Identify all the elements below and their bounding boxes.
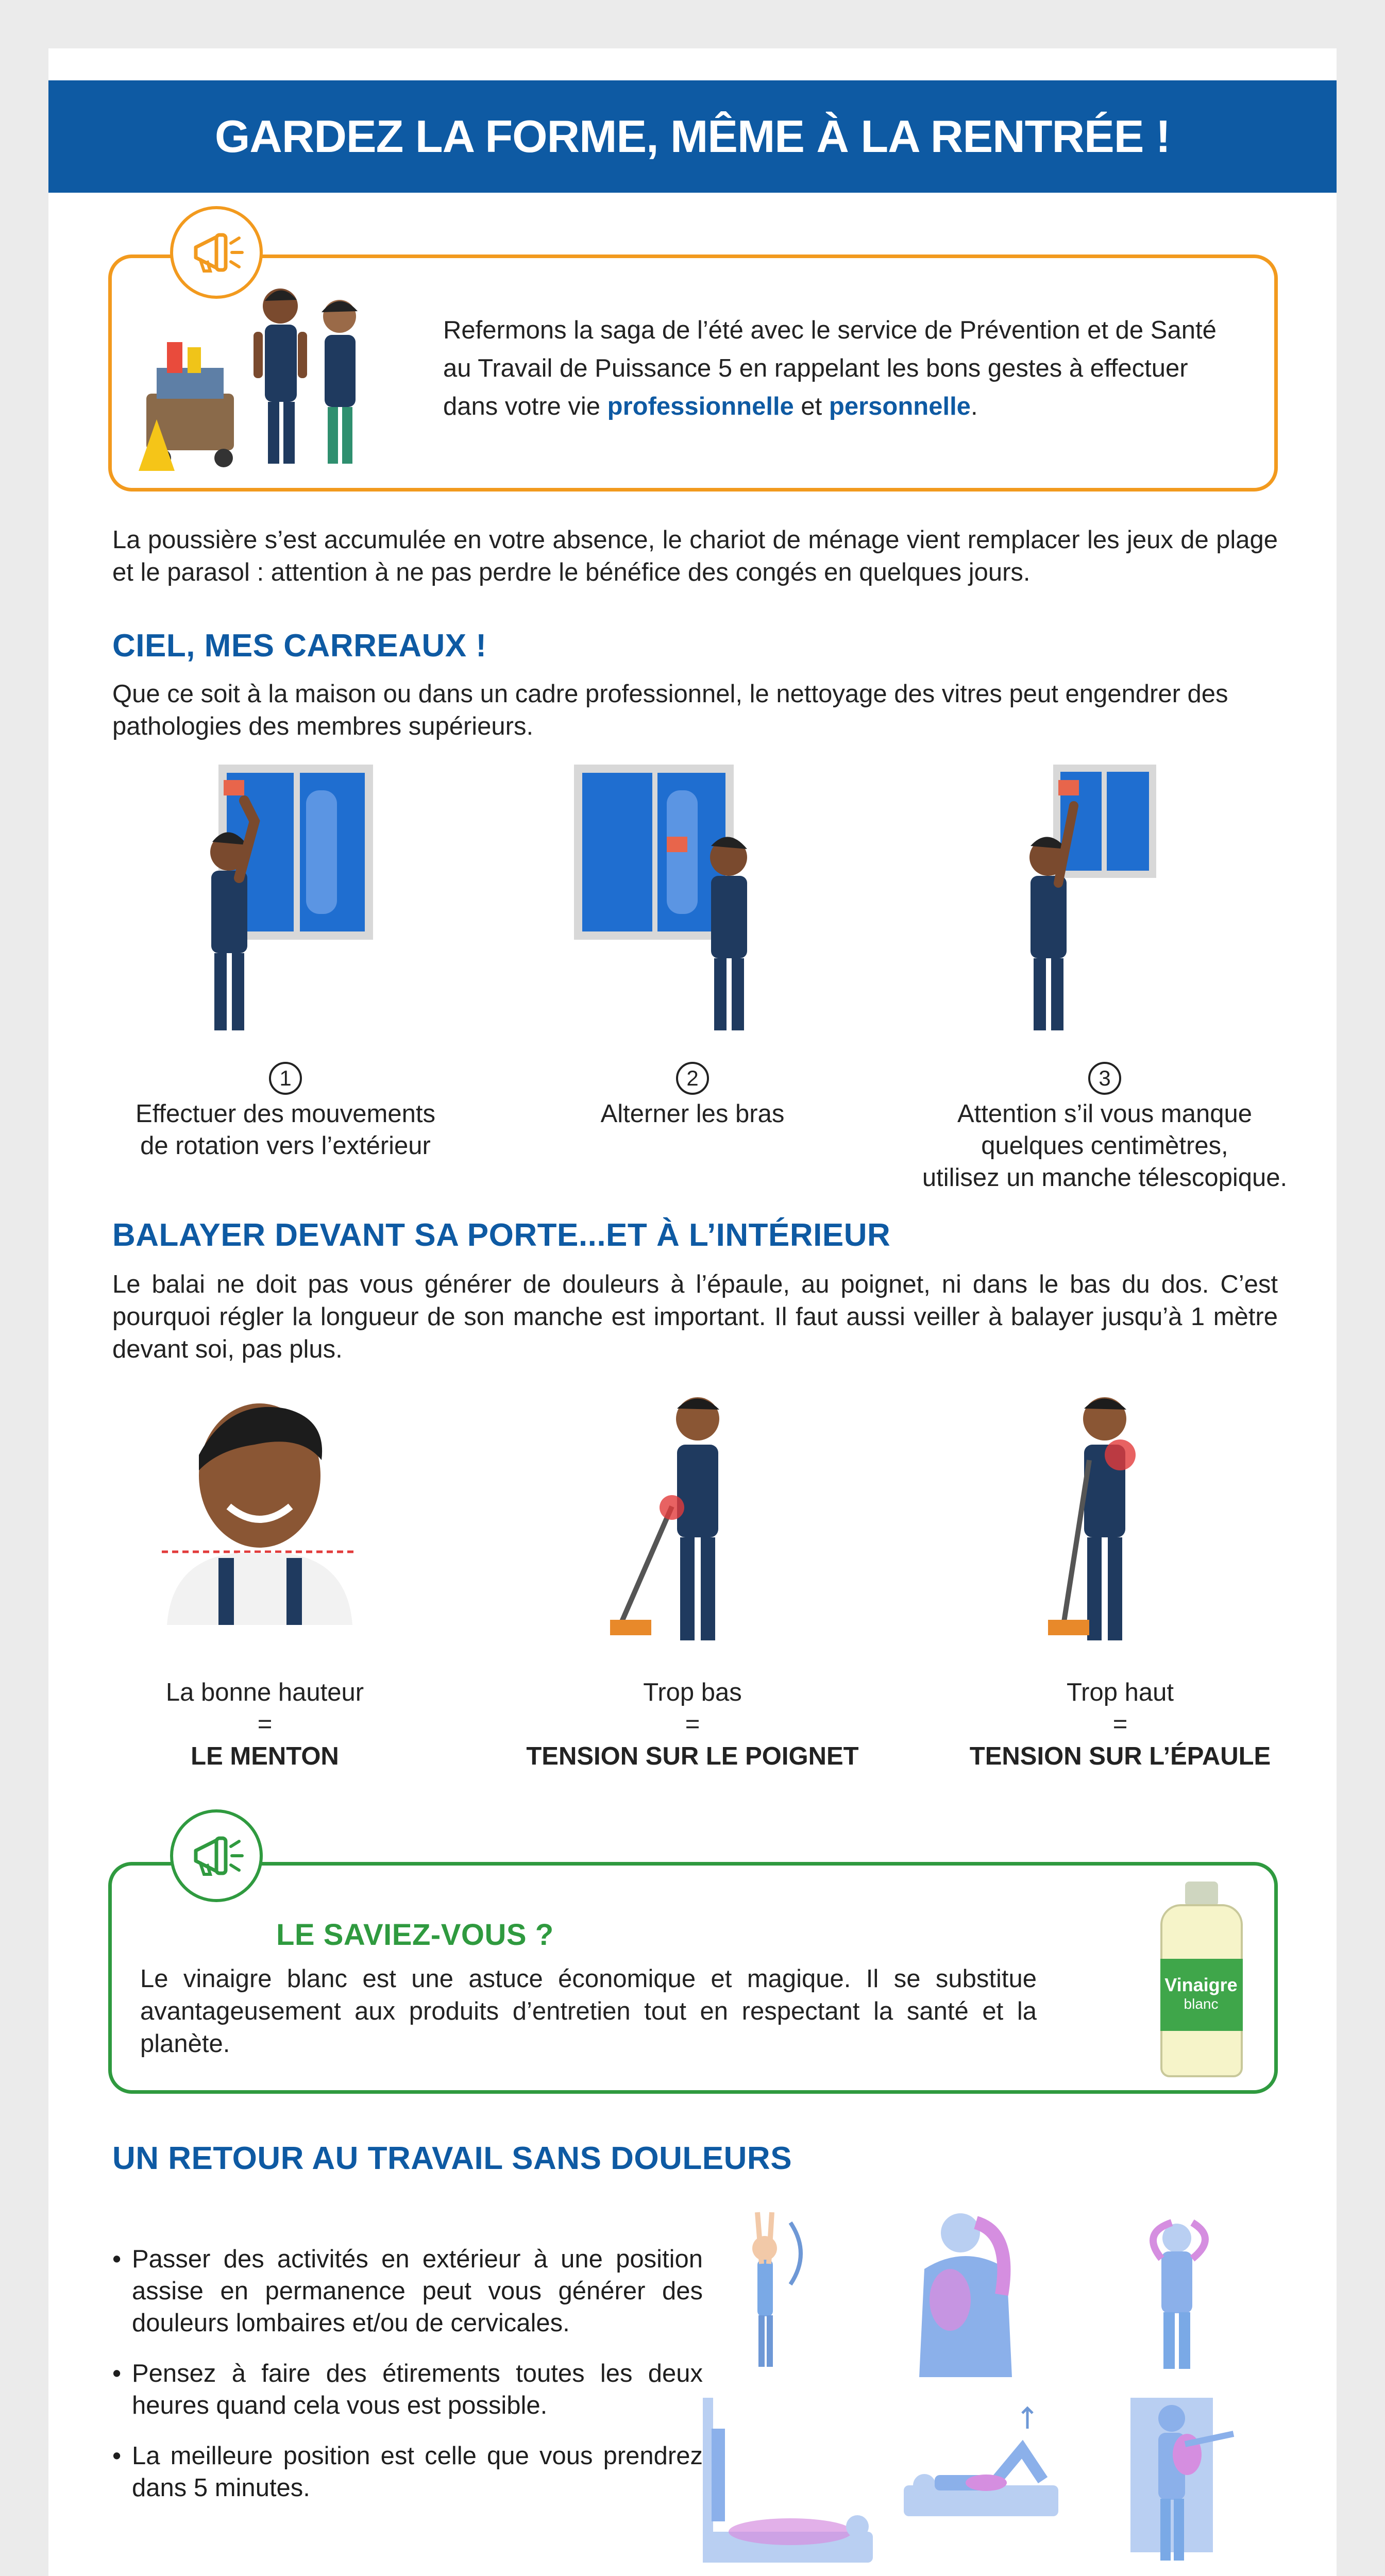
stretching-illustrations	[687, 2202, 1306, 2576]
cleaning-team-illustration	[136, 265, 383, 481]
sweep-good-height: La bonne hauteur = LE MENTON	[165, 1679, 364, 1770]
bottle-label: Vinaigre	[1164, 1974, 1238, 1995]
window-cleaning-figure-3	[991, 759, 1208, 1038]
stretch-lying-illustration	[899, 2398, 1063, 2573]
windows-step-3: 3 Attention s’il vous manque quelques centimètres, utilisez un manche télescopique.	[899, 1061, 1311, 1194]
poster	[48, 48, 1337, 2576]
intro-professional: professionnelle	[607, 393, 794, 420]
too-low-illustration	[610, 1388, 775, 1646]
sweep-section-title: BALAYER DEVANT SA PORTE...ET À L’INTÉRIEUR	[112, 1217, 891, 1253]
windows-step-1: 1 Effectuer des mouvements de rotation vers l’extérieur	[79, 1061, 492, 1162]
did-you-know-megaphone-badge	[170, 1809, 263, 1902]
stretch-side-illustration	[1110, 2202, 1244, 2377]
stretch-standing-twist-illustration	[1110, 2387, 1254, 2573]
megaphone-icon	[185, 1825, 247, 1887]
stretch-overhead-illustration	[708, 2202, 821, 2377]
sweep-paragraph: Le balai ne doit pas vous générer de douleurs à l’épaule, au poignet, ni dans le bas du dos. C’est pourquoi régler la longueur de son manche est important. Il faut aussi veiller à balayer jusqu’à 1 mètre devant soi, pas plus.	[112, 1270, 1278, 1363]
list-item: • La meilleure position est celle que vous prendrez dans 5 minutes.	[112, 2440, 703, 2504]
stretch-legs-up-illustration	[687, 2398, 883, 2573]
list-item: • Pensez à faire des étirements toutes les deux heures quand cela vous est possible.	[112, 2358, 703, 2421]
dust-paragraph: La poussière s’est accumulée en votre absence, le chariot de ménage vient remplacer les jeux de plage et le parasol : attention à ne pas perdre le bénéfice des congés en quelques jours.	[112, 526, 1278, 586]
back-to-work-list	[112, 2243, 703, 2522]
did-you-know-text: Le vinaigre blanc est une astuce économique et magique. Il se substitue avantageusement aux produits d’entretien tout en respectant la santé et la planète.	[140, 1965, 1037, 2058]
sweep-too-low: Trop bas = TENSION SUR LE POIGNET	[526, 1679, 859, 1770]
step-number: 3	[1088, 1062, 1121, 1095]
bottle-sublabel: blanc	[1184, 1996, 1219, 2012]
did-you-know-title: LE SAVIEZ-VOUS ?	[276, 1918, 554, 1952]
stretch-neck-illustration	[899, 2202, 1033, 2377]
page-title: GARDEZ LA FORME, MÊME À LA RENTRÉE !	[48, 80, 1337, 193]
intro-text: Refermons la saga de l’été avec le service de Prévention et de Santé au Travail de Puissance 5 en rappelant les bons gestes à effectuer dans votre vie professionnelle et personnelle.	[443, 316, 1217, 420]
vinegar-bottle	[1150, 1882, 1253, 2077]
too-high-illustration	[1017, 1388, 1182, 1646]
step-number: 1	[269, 1062, 302, 1095]
window-cleaning-figure-2	[574, 759, 790, 1038]
windows-step-2: 2 Alterner les bras	[486, 1061, 899, 1130]
list-item: • Passer des activités en extérieur à une position assise en permanence peut vous générer des douleurs lombaires et/ou de cervicales.	[112, 2243, 703, 2339]
window-cleaning-figure-1	[167, 759, 383, 1038]
windows-paragraph: Que ce soit à la maison ou dans un cadre professionnel, le nettoyage des vitres peut engendrer des pathologies des membres supérieurs.	[112, 680, 1228, 740]
good-height-illustration	[151, 1388, 368, 1625]
step-number: 2	[676, 1062, 709, 1095]
sweep-too-high: Trop haut = TENSION SUR L’ÉPAULE	[969, 1679, 1271, 1770]
back-to-work-title: UN RETOUR AU TRAVAIL SANS DOULEURS	[112, 2141, 792, 2176]
intro-personal: personnelle	[829, 393, 971, 420]
windows-section-title: CIEL, MES CARREAUX !	[112, 628, 487, 664]
